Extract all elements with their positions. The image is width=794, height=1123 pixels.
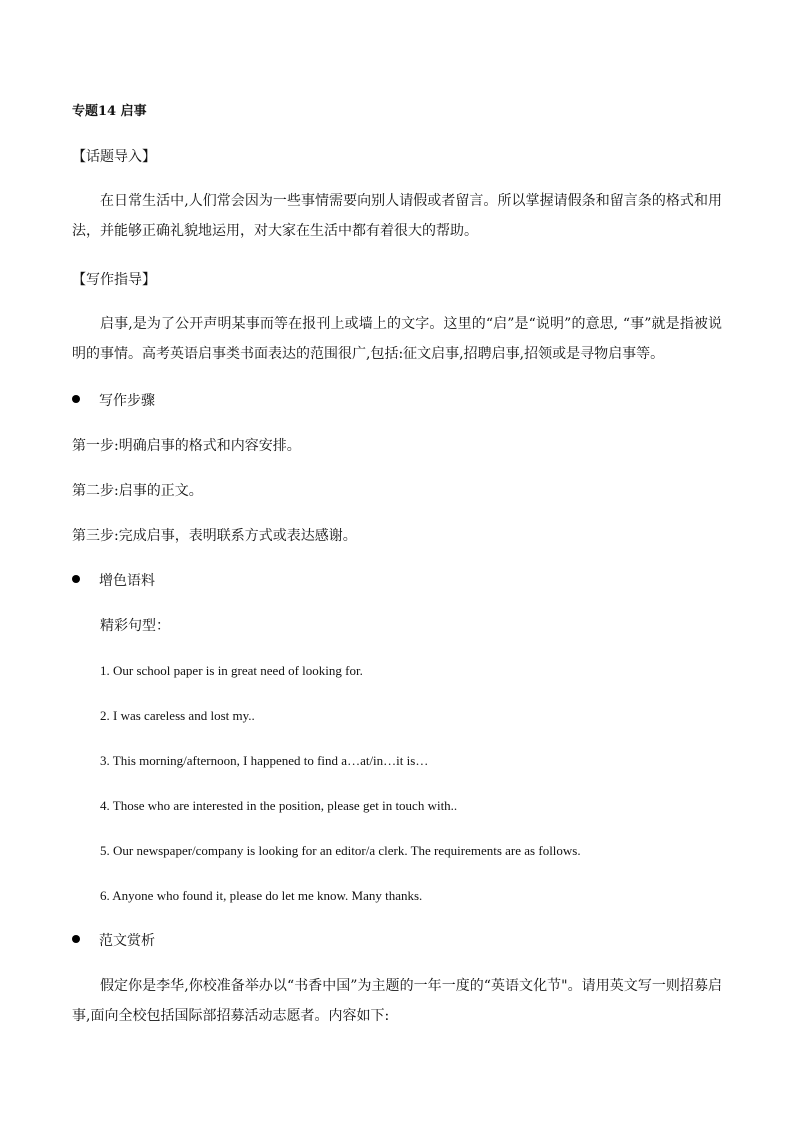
sample-bullet-label: 范文赏析 bbox=[99, 933, 155, 949]
sentence-5: 5. Our newspaper/company is looking for an editor/a clerk. The requirements are as follows. bbox=[100, 843, 581, 858]
steps-bullet-label: 写作步骤 bbox=[99, 393, 155, 409]
page-title: 专题14 启事 bbox=[72, 104, 147, 119]
sample-bullet bbox=[72, 933, 155, 949]
guide-paragraph: 启事,是为了公开声明某事而等在报刊上或墙上的文字。这里的“启”是“说明”的意思, “事”就是指被说明的事情。高考英语启事类书面表达的范围很广,包括:征文启事,招聘启事,招领或是寻物启事等。 bbox=[72, 316, 722, 362]
step-item-3: 第三步:完成启事，表明联系方式或表达感谢。 bbox=[72, 528, 357, 544]
bullet-dot-icon bbox=[72, 575, 80, 583]
step-item-1: 第一步:明确启事的格式和内容安排。 bbox=[72, 438, 301, 454]
sentence-4: 4. Those who are interested in the position, please get in touch with.. bbox=[100, 798, 458, 813]
sentence-2: 2. I was careless and lost my.. bbox=[100, 708, 255, 723]
sentence-1: 1. Our school paper is in great need of looking for. bbox=[100, 663, 363, 678]
bullet-dot-icon bbox=[72, 935, 80, 943]
intro-heading: 【话题导入】 bbox=[72, 149, 156, 165]
phrases-bullet-label: 增色语料 bbox=[99, 573, 155, 589]
steps-bullet bbox=[72, 393, 155, 409]
phrases-subheading: 精彩句型： bbox=[100, 618, 170, 634]
guide-heading: 【写作指导】 bbox=[72, 272, 156, 288]
step-item-2: 第二步:启事的正文。 bbox=[72, 483, 203, 499]
bullet-dot-icon bbox=[72, 395, 80, 403]
sentence-6: 6. Anyone who found it, please do let me know. Many thanks. bbox=[100, 888, 423, 903]
sentence-3: 3. This morning/afternoon, I happened to find a…at/in…it is… bbox=[100, 753, 429, 768]
sample-paragraph: 假定你是李华,你校准备举办以“书香中国”为主题的一年一度的“英语文化节"。请用英文写一则招募启事,面向全校包括国际部招募活动志愿者。内容如下: bbox=[72, 978, 722, 1024]
phrases-bullet bbox=[72, 573, 155, 589]
intro-paragraph: 在日常生活中,人们常会因为一些事情需要向别人请假或者留言。所以掌握请假条和留言条的格式和用法，并能够正确礼貌地运用，对大家在生活中都有着很大的帮助。 bbox=[72, 193, 722, 239]
